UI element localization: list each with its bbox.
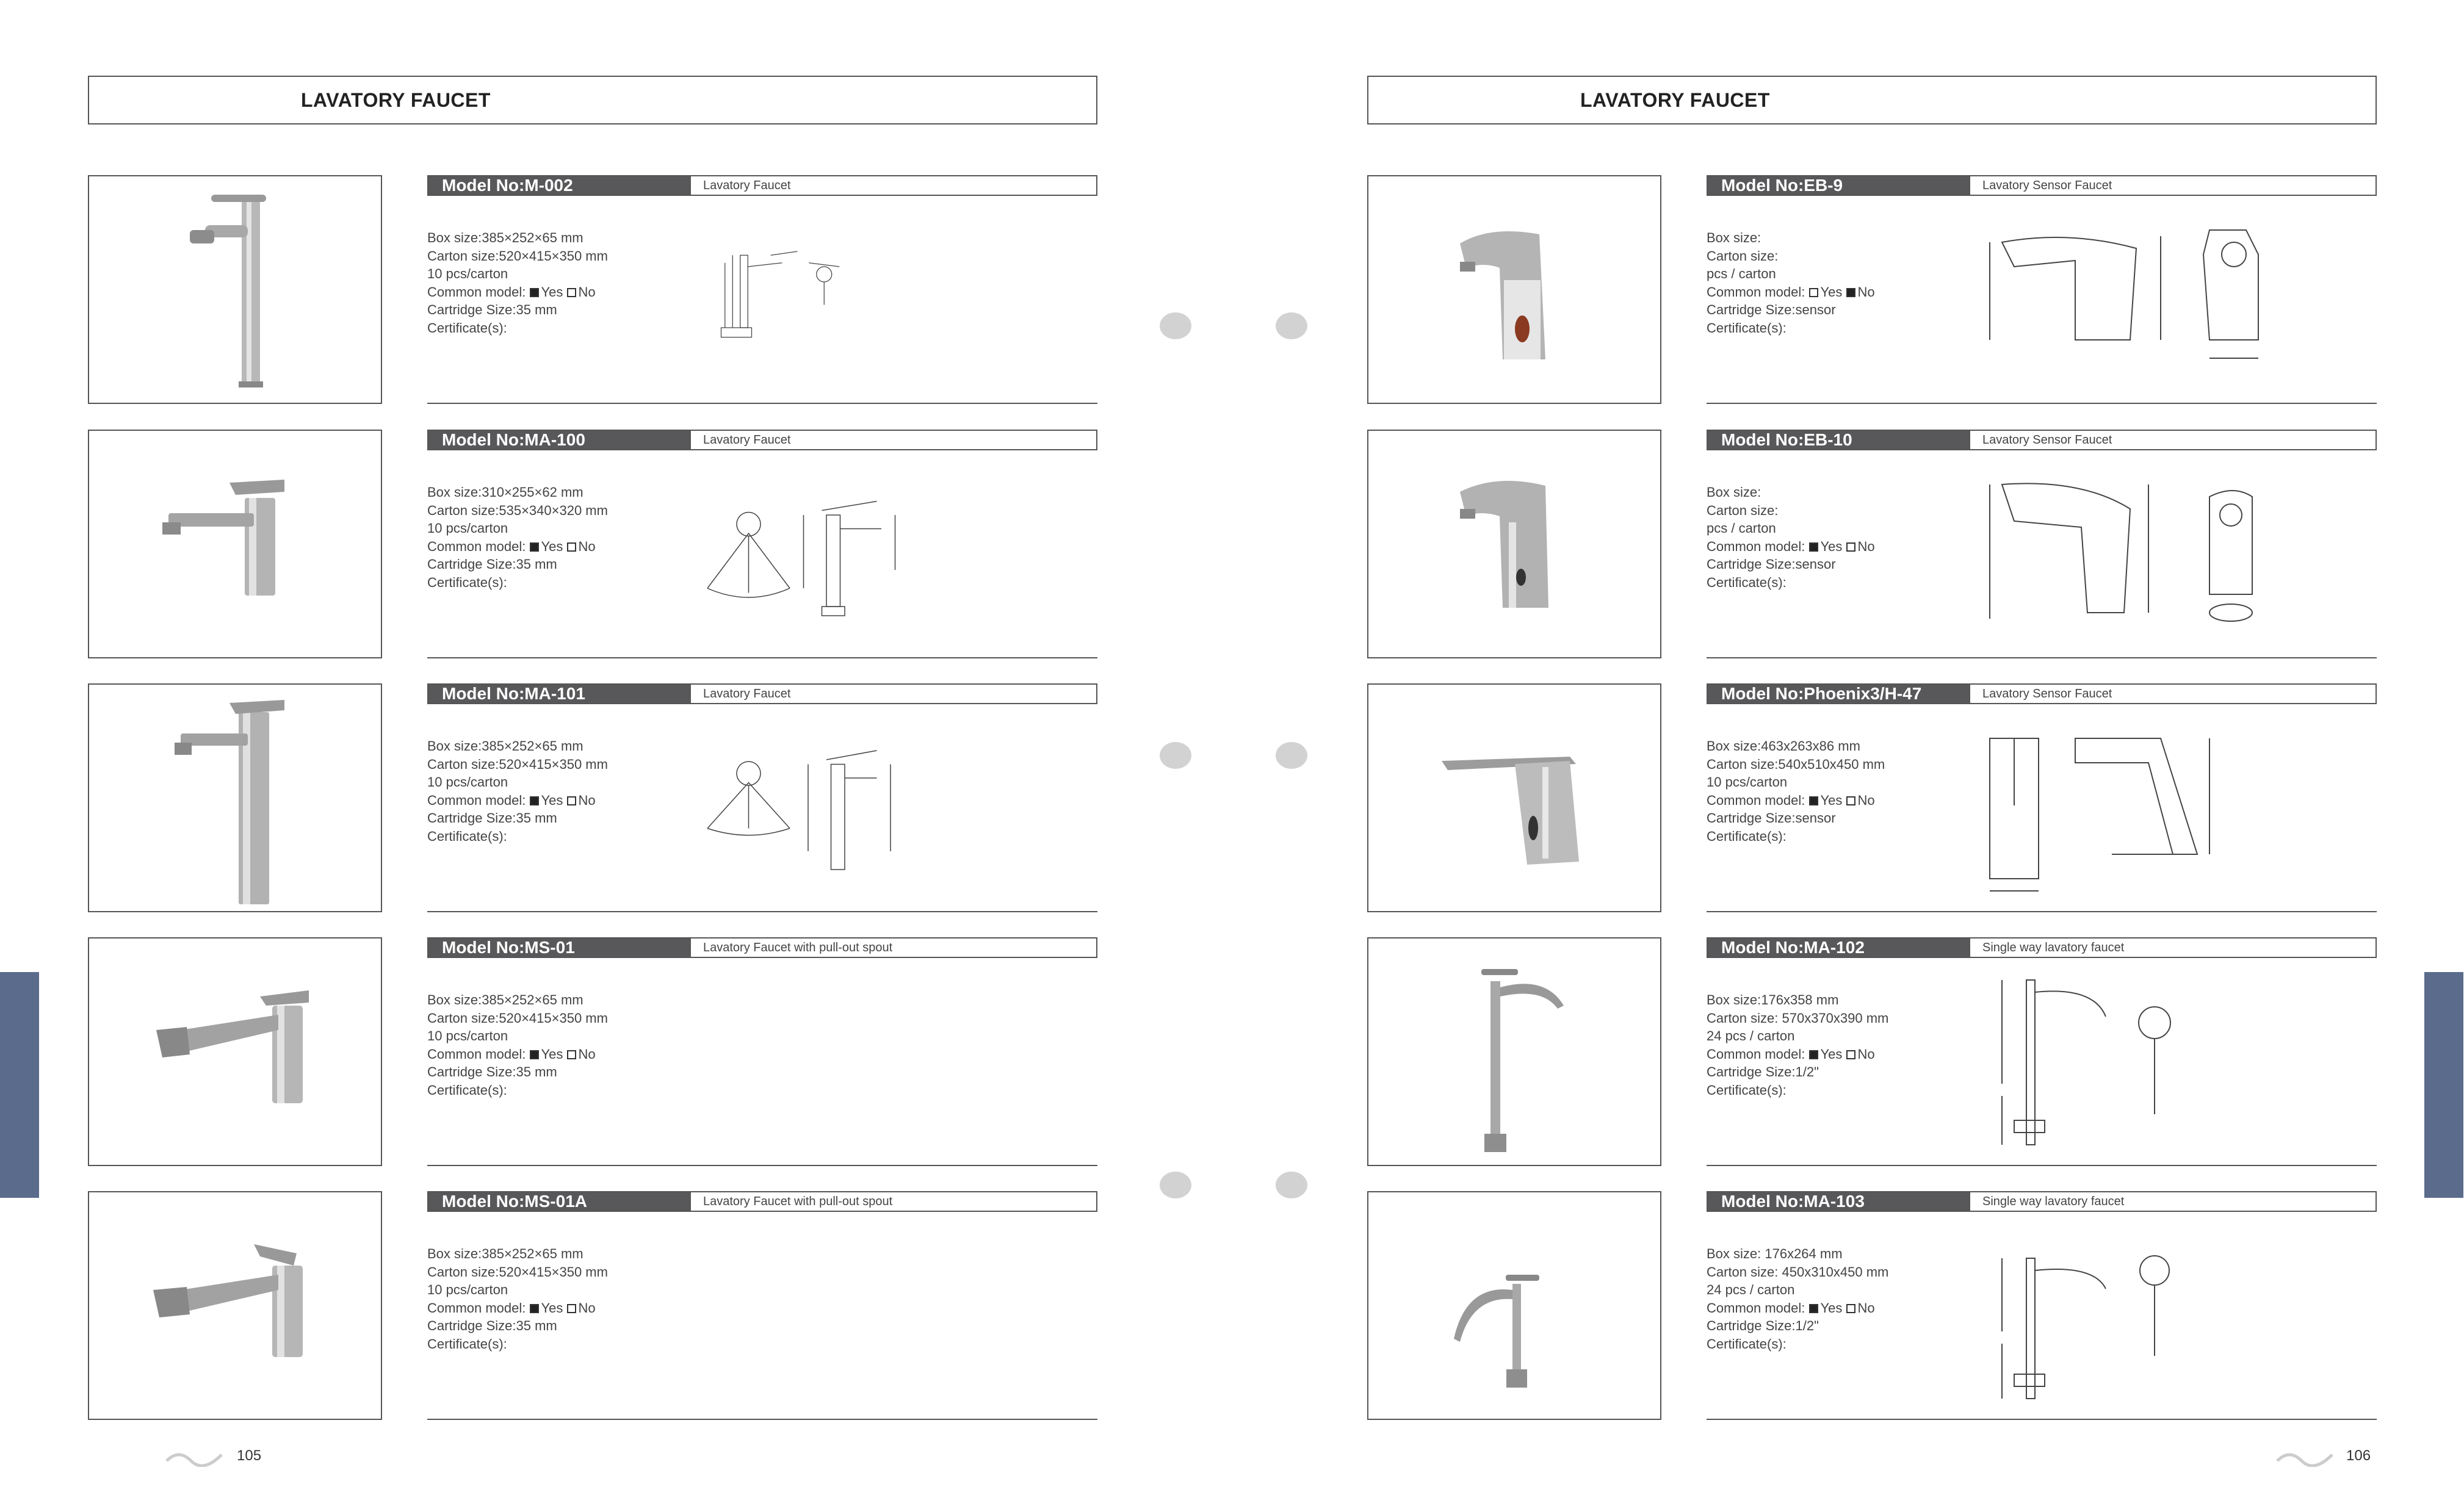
model-bar bbox=[1707, 683, 2377, 704]
certificates: Certificate(s): bbox=[427, 1336, 507, 1352]
product-photo bbox=[1367, 683, 1661, 912]
box-size: Box size: bbox=[1707, 485, 1761, 500]
yes-label: Yes bbox=[541, 1300, 563, 1316]
certificates: Certificate(s): bbox=[1707, 1336, 1787, 1352]
model-number: Model No:M-002 bbox=[428, 176, 691, 195]
box-size: Box size:310×255×62 mm bbox=[427, 485, 583, 500]
brand-logo-icon bbox=[2274, 1449, 2335, 1467]
common-model bbox=[427, 538, 608, 556]
yes-checkbox bbox=[1809, 1050, 1818, 1059]
common-model bbox=[1707, 791, 1885, 810]
technical-drawing-icon bbox=[1978, 1222, 2368, 1405]
product-photo bbox=[88, 175, 382, 404]
certificates: Certificate(s): bbox=[427, 828, 507, 844]
product-photo bbox=[88, 1191, 382, 1420]
technical-drawing-icon bbox=[1978, 460, 2368, 643]
yes-label: Yes bbox=[541, 538, 563, 554]
common-model bbox=[427, 1045, 608, 1064]
model-number: Model No:EB-10 bbox=[1708, 431, 1970, 449]
model-bar bbox=[1707, 1191, 2377, 1212]
brand-logo-icon bbox=[164, 1449, 225, 1467]
no-checkbox bbox=[567, 796, 576, 805]
model-number: Model No:MA-102 bbox=[1708, 938, 1970, 957]
technical-drawing-icon bbox=[698, 206, 942, 389]
certificates: Certificate(s): bbox=[1707, 1082, 1787, 1098]
no-checkbox bbox=[1846, 1304, 1855, 1313]
cartridge-size: Cartridge Size:1/2" bbox=[1707, 1318, 1819, 1333]
common-model-label: Common model: bbox=[1707, 1300, 1805, 1316]
model-type: Single way lavatory faucet bbox=[1982, 941, 2125, 954]
cartridge-size: Cartridge Size:1/2" bbox=[1707, 1064, 1819, 1079]
pcs-per-carton: 10 pcs/carton bbox=[427, 266, 508, 281]
yes-label: Yes bbox=[541, 1046, 563, 1062]
no-checkbox bbox=[567, 542, 576, 552]
tall-lever-faucet-icon bbox=[89, 176, 381, 403]
common-model-label: Common model: bbox=[427, 1300, 526, 1316]
common-model bbox=[427, 283, 608, 301]
cartridge-size: Cartridge Size:35 mm bbox=[427, 557, 557, 572]
model-type: Single way lavatory faucet bbox=[1982, 1195, 2125, 1208]
model-bar bbox=[427, 1191, 1097, 1212]
pcs-per-carton: pcs / carton bbox=[1707, 521, 1776, 536]
no-checkbox bbox=[1846, 796, 1855, 805]
pcs-per-carton: 10 pcs/carton bbox=[427, 1028, 508, 1043]
yes-label: Yes bbox=[1820, 538, 1843, 554]
yes-checkbox bbox=[530, 288, 539, 297]
yes-label: Yes bbox=[1820, 284, 1843, 300]
model-type: Lavatory Faucet bbox=[703, 433, 791, 447]
model-number: Model No:EB-9 bbox=[1708, 176, 1970, 195]
spec-list bbox=[1707, 483, 1875, 591]
spec-list bbox=[1707, 991, 1888, 1099]
model-type: Lavatory Faucet with pull-out spout bbox=[703, 1195, 893, 1208]
product-photo bbox=[1367, 175, 1661, 404]
row-divider bbox=[427, 1165, 1097, 1166]
row-divider bbox=[427, 1419, 1097, 1420]
row-divider bbox=[427, 657, 1097, 658]
common-model-label: Common model: bbox=[1707, 1046, 1805, 1062]
binder-hole bbox=[1160, 742, 1191, 769]
yes-checkbox bbox=[1809, 542, 1818, 552]
no-label: No bbox=[1857, 1046, 1875, 1062]
yes-checkbox bbox=[1809, 288, 1818, 297]
certificates: Certificate(s): bbox=[1707, 828, 1787, 844]
cartridge-size: Cartridge Size:sensor bbox=[1707, 810, 1836, 826]
carton-size: Carton size:520×415×350 mm bbox=[427, 756, 608, 772]
yes-checkbox bbox=[1809, 796, 1818, 805]
no-checkbox bbox=[567, 1050, 576, 1059]
certificates: Certificate(s): bbox=[427, 574, 507, 590]
square-lever-faucet-icon bbox=[89, 431, 381, 657]
model-bar bbox=[427, 430, 1097, 450]
model-bar bbox=[427, 937, 1097, 958]
carton-size: Carton size:520×415×350 mm bbox=[427, 1264, 608, 1280]
technical-drawing-icon bbox=[1978, 968, 2368, 1151]
cartridge-size: Cartridge Size:sensor bbox=[1707, 557, 1836, 572]
common-model bbox=[1707, 283, 1875, 301]
model-number: Model No:MS-01A bbox=[428, 1192, 691, 1211]
certificates: Certificate(s): bbox=[427, 1082, 507, 1098]
common-model-label: Common model: bbox=[1707, 538, 1805, 554]
technical-drawing-icon bbox=[698, 460, 991, 643]
spec-list bbox=[427, 737, 608, 845]
row-divider bbox=[427, 911, 1097, 912]
common-model bbox=[427, 1299, 608, 1317]
row-divider bbox=[1707, 657, 2377, 658]
common-model bbox=[1707, 1299, 1888, 1317]
box-size: Box size: bbox=[1707, 230, 1761, 245]
common-model bbox=[427, 791, 608, 810]
model-bar bbox=[427, 175, 1097, 196]
pcs-per-carton: 10 pcs/carton bbox=[427, 521, 508, 536]
common-model bbox=[1707, 1045, 1888, 1064]
box-size: Box size: 176x264 mm bbox=[1707, 1246, 1843, 1261]
model-type: Lavatory Faucet with pull-out spout bbox=[703, 941, 893, 954]
pcs-per-carton: 10 pcs/carton bbox=[427, 774, 508, 790]
no-checkbox bbox=[567, 288, 576, 297]
spec-list bbox=[427, 229, 608, 337]
pull-out-faucet-icon bbox=[89, 1192, 381, 1419]
pcs-per-carton: 10 pcs/carton bbox=[427, 1282, 508, 1297]
product-photo bbox=[88, 430, 382, 658]
right-side-tab bbox=[2424, 972, 2463, 1198]
sensor-faucet-icon bbox=[1368, 431, 1660, 657]
no-label: No bbox=[1857, 792, 1875, 808]
yes-checkbox bbox=[530, 1050, 539, 1059]
model-bar bbox=[1707, 430, 2377, 450]
pcs-per-carton: 24 pcs / carton bbox=[1707, 1028, 1795, 1043]
cartridge-size: Cartridge Size:35 mm bbox=[427, 1064, 557, 1079]
model-type: Lavatory Sensor Faucet bbox=[1982, 433, 2112, 447]
carton-size: Carton size: 450x310x450 mm bbox=[1707, 1264, 1889, 1280]
spec-list bbox=[427, 1245, 608, 1353]
yes-checkbox bbox=[530, 796, 539, 805]
carton-size: Carton size:520×415×350 mm bbox=[427, 1010, 608, 1026]
carton-size: Carton size:520×415×350 mm bbox=[427, 248, 608, 264]
left-header bbox=[88, 76, 1097, 124]
no-label: No bbox=[578, 792, 596, 808]
no-label: No bbox=[1857, 284, 1875, 300]
common-model-label: Common model: bbox=[427, 284, 526, 300]
no-checkbox bbox=[1846, 288, 1855, 297]
spec-list bbox=[427, 991, 608, 1099]
model-bar bbox=[427, 683, 1097, 704]
row-divider bbox=[1707, 403, 2377, 404]
row-divider bbox=[1707, 1419, 2377, 1420]
left-header-title: LAVATORY FAUCET bbox=[301, 89, 491, 111]
no-checkbox bbox=[567, 1304, 576, 1313]
model-bar bbox=[1707, 937, 2377, 958]
product-photo bbox=[88, 683, 382, 912]
common-model-label: Common model: bbox=[427, 792, 526, 808]
flat-sensor-faucet-icon bbox=[1368, 685, 1660, 911]
right-header-title: LAVATORY FAUCET bbox=[1580, 89, 1770, 111]
binder-hole bbox=[1160, 1172, 1191, 1198]
spec-list bbox=[427, 483, 608, 591]
common-model bbox=[1707, 538, 1875, 556]
no-label: No bbox=[578, 538, 596, 554]
cartridge-size: Cartridge Size:35 mm bbox=[427, 302, 557, 317]
box-size: Box size:385×252×65 mm bbox=[427, 230, 583, 245]
cartridge-size: Cartridge Size:35 mm bbox=[427, 810, 557, 826]
box-size: Box size:385×252×65 mm bbox=[427, 1246, 583, 1261]
certificates: Certificate(s): bbox=[1707, 574, 1787, 590]
yes-label: Yes bbox=[1820, 792, 1843, 808]
cartridge-size: Cartridge Size:sensor bbox=[1707, 302, 1836, 317]
common-model-label: Common model: bbox=[427, 538, 526, 554]
right-header bbox=[1367, 76, 2377, 124]
yes-checkbox bbox=[530, 542, 539, 552]
binder-hole bbox=[1160, 312, 1191, 339]
product-photo bbox=[1367, 937, 1661, 1166]
row-divider bbox=[1707, 1165, 2377, 1166]
row-divider bbox=[1707, 911, 2377, 912]
box-size: Box size:385×252×65 mm bbox=[427, 738, 583, 754]
model-type: Lavatory Sensor Faucet bbox=[1982, 179, 2112, 192]
model-number: Model No:MA-100 bbox=[428, 431, 691, 449]
model-number: Model No:Phoenix3/H-47 bbox=[1708, 685, 1970, 703]
cartridge-size: Cartridge Size:35 mm bbox=[427, 1318, 557, 1333]
carton-size: Carton size: 570x370x390 mm bbox=[1707, 1010, 1889, 1026]
yes-checkbox bbox=[1809, 1304, 1818, 1313]
yes-label: Yes bbox=[1820, 1300, 1843, 1316]
model-number: Model No:MS-01 bbox=[428, 938, 691, 957]
tall-single-tap-icon bbox=[1368, 938, 1660, 1165]
yes-checkbox bbox=[530, 1304, 539, 1313]
model-type: Lavatory Sensor Faucet bbox=[1982, 687, 2112, 701]
spec-list bbox=[1707, 737, 1885, 845]
pcs-per-carton: 24 pcs / carton bbox=[1707, 1282, 1795, 1297]
yes-label: Yes bbox=[541, 792, 563, 808]
common-model-label: Common model: bbox=[1707, 792, 1805, 808]
no-checkbox bbox=[1846, 542, 1855, 552]
box-size: Box size:463x263x86 mm bbox=[1707, 738, 1860, 754]
row-divider bbox=[427, 403, 1097, 404]
box-size: Box size:385×252×65 mm bbox=[427, 992, 583, 1007]
pull-out-faucet-icon bbox=[89, 938, 381, 1165]
pcs-per-carton: 10 pcs/carton bbox=[1707, 774, 1788, 790]
left-side-tab bbox=[0, 972, 39, 1198]
model-number: Model No:MA-103 bbox=[1708, 1192, 1970, 1211]
yes-label: Yes bbox=[541, 284, 563, 300]
model-number: Model No:MA-101 bbox=[428, 685, 691, 703]
model-type: Lavatory Faucet bbox=[703, 179, 791, 192]
product-photo bbox=[88, 937, 382, 1166]
certificates: Certificate(s): bbox=[427, 320, 507, 336]
no-label: No bbox=[578, 1300, 596, 1316]
no-label: No bbox=[578, 1046, 596, 1062]
sensor-faucet-icon bbox=[1368, 176, 1660, 403]
left-page-number: 105 bbox=[237, 1447, 262, 1464]
right-page bbox=[1232, 0, 2463, 1495]
product-photo bbox=[1367, 430, 1661, 658]
model-type: Lavatory Faucet bbox=[703, 687, 791, 701]
tall-square-faucet-icon bbox=[89, 685, 381, 911]
model-bar bbox=[1707, 175, 2377, 196]
carton-size: Carton size:535×340×320 mm bbox=[427, 502, 608, 518]
carton-size: Carton size:540x510x450 mm bbox=[1707, 756, 1885, 772]
no-checkbox bbox=[1846, 1050, 1855, 1059]
short-single-tap-icon bbox=[1368, 1192, 1660, 1419]
common-model-label: Common model: bbox=[1707, 284, 1805, 300]
box-size: Box size:176x358 mm bbox=[1707, 992, 1839, 1007]
yes-label: Yes bbox=[1820, 1046, 1843, 1062]
certificates: Certificate(s): bbox=[1707, 320, 1787, 336]
no-label: No bbox=[578, 284, 596, 300]
technical-drawing-icon bbox=[698, 714, 991, 897]
carton-size: Carton size: bbox=[1707, 248, 1779, 264]
spec-list bbox=[1707, 229, 1875, 337]
no-label: No bbox=[1857, 538, 1875, 554]
pcs-per-carton: pcs / carton bbox=[1707, 266, 1776, 281]
spec-list bbox=[1707, 1245, 1888, 1353]
common-model-label: Common model: bbox=[427, 1046, 526, 1062]
no-label: No bbox=[1857, 1300, 1875, 1316]
right-page-number: 106 bbox=[2346, 1447, 2371, 1464]
technical-drawing-icon bbox=[1978, 714, 2368, 897]
product-photo bbox=[1367, 1191, 1661, 1420]
carton-size: Carton size: bbox=[1707, 502, 1779, 518]
technical-drawing-icon bbox=[1978, 206, 2368, 389]
